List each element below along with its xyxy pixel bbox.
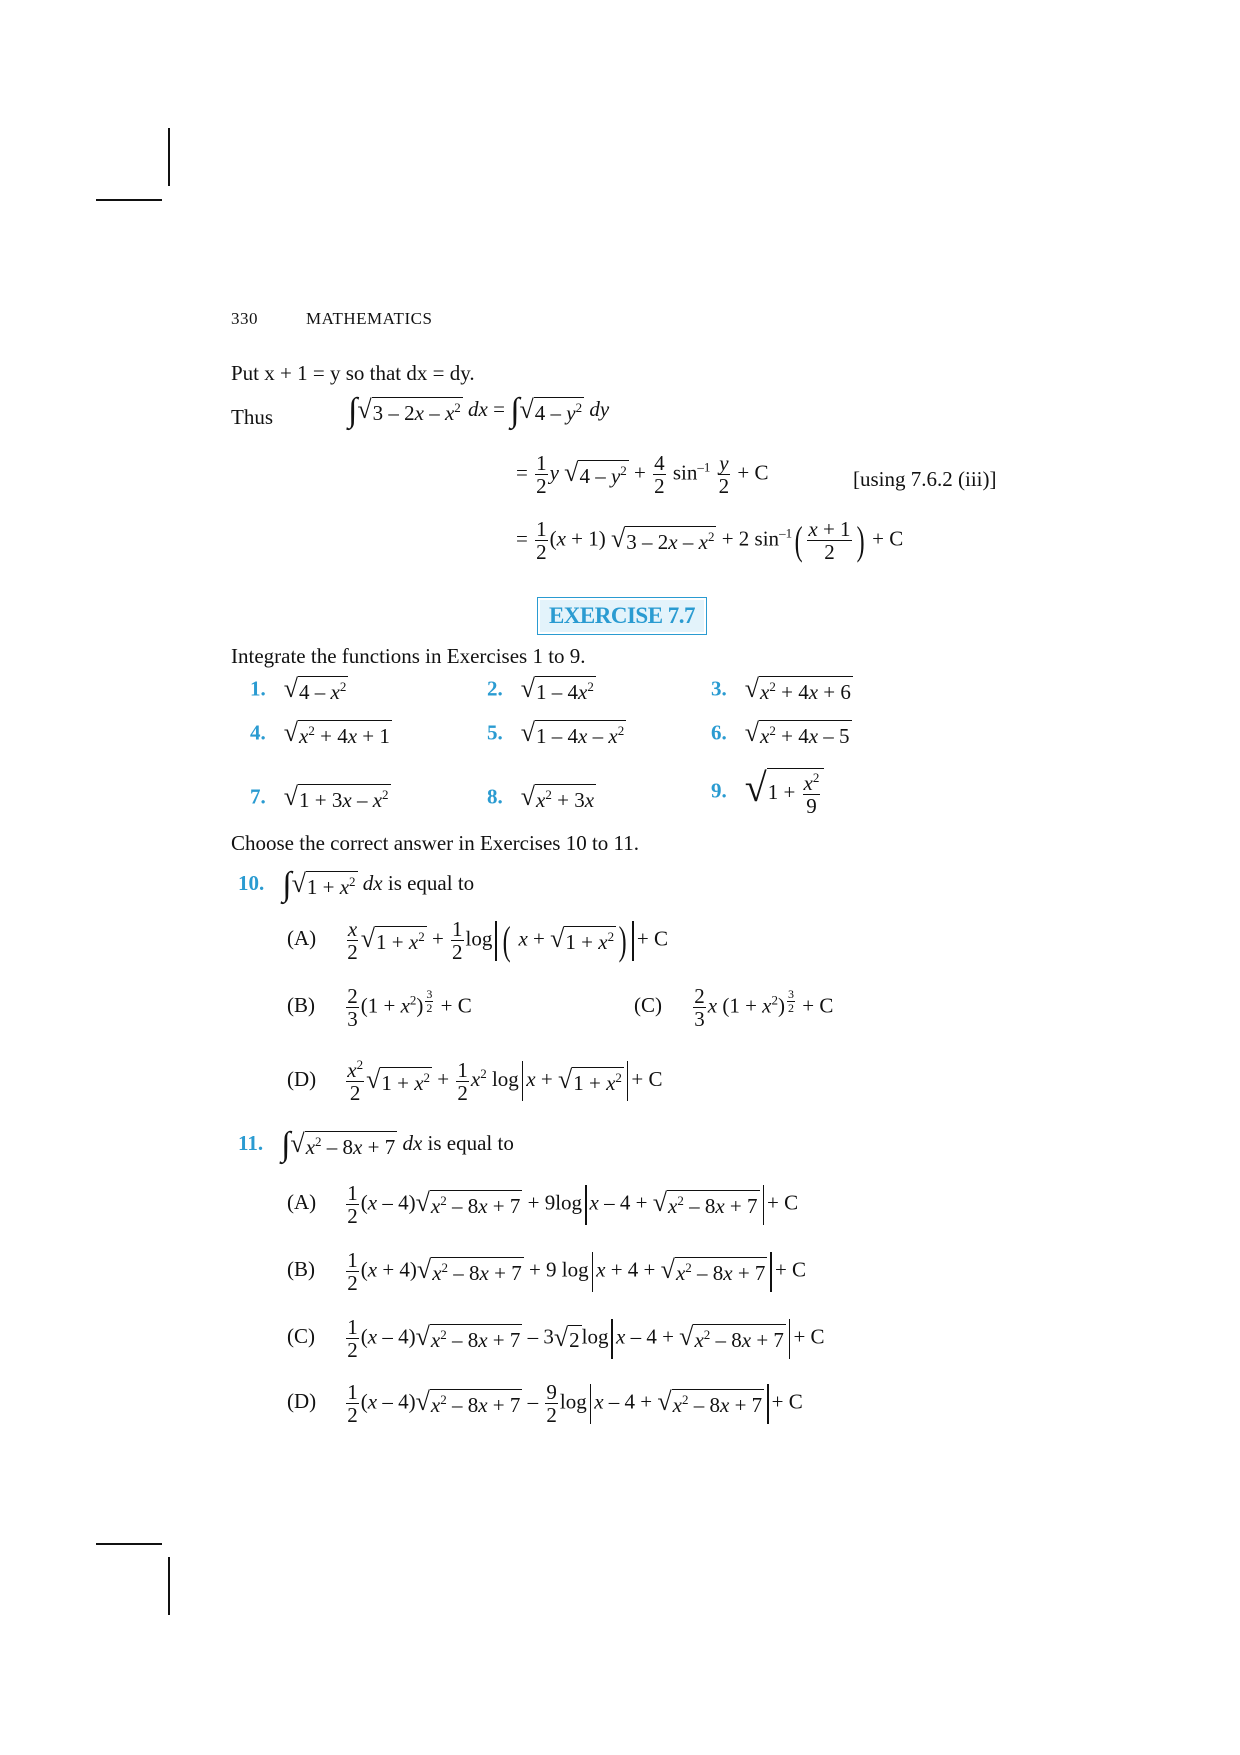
question-11: 11. ∫ √ $x^2 - 8x + 7$ dx is equal to [238,1126,514,1163]
q10-option-d: (D) $\frac{x^2}{2}$ √ $1 + x^2$ + $\frac{1}{2}$ $x^2$ log x + √ $1 + x^2$ + C [287,1057,663,1106]
worked-intro: Put x + 1 = y so that dx = dy. [231,361,475,385]
q10-option-a: (A) $\frac{x}{2}$ √ $1 + x^2$ + $\frac{1}{2}$ log ( x + √ $1 + x^2$ ) + C [287,917,669,965]
page-number: 330 [231,309,258,328]
crop-mark-bottom-vertical [168,1557,170,1615]
thus-label: Thus [231,405,273,429]
problem-6: 6. √ $x^2 + 4x - 5$ [711,718,850,748]
q11-option-a: (A) $\frac{1}{2}$ (x – 4) √ $x^2 - 8x + 7$ + 9log x – 4 + √ $x^2 - 8x + 7$ + C [287,1181,799,1229]
worked-line-2: = $\frac{1}{2}$ y √ $4 - y^2$ + $\frac{4}{2}$ $\sin^{-1}$ $\frac{y}{2}$ + C [516,451,769,499]
worked-line-3: = $\frac{1}{2}$ (x + 1) √ $3 - 2x - x^2$ + 2 $\sin^{-1}$( $\frac{x + 1}{2}$ ) + C [516,517,904,565]
worked-reference: [using 7.6.2 (iii)] [853,467,997,491]
problem-2: 2. √ $1 - 4x^2$ [487,674,594,704]
problem-1: 1. √ $4 - x^2$ [250,674,347,704]
worked-line-1: ∫ √ $3 - 2x - x^2$ dx = ∫ √ $4 - y^2$ dy [348,392,610,429]
instruction-integrate: Integrate the functions in Exercises 1 to 9. [231,644,586,668]
crop-mark-bottom-horizontal [96,1543,162,1545]
q11-option-b: (B) $\frac{1}{2}$ (x + 4) √ $x^2 - 8x + 7$ + 9 log x + 4 + √ $x^2 - 8x + 7$ + C [287,1248,807,1296]
q11-option-c: (C) $\frac{1}{2}$ (x – 4) √ $x^2 - 8x + 7$ – 3 √ 2 log x – 4 + √ $x^2 - 8x + 7$ + C [287,1315,825,1363]
q10-option-b: (B) $\frac{2}{3}$ $(1 + x^2)$ $^{\frac{3}{2}}$ + C [287,984,472,1032]
problem-7: 7. √ $1 + 3x - x^2$ [250,782,389,812]
q11-option-d: (D) $\frac{1}{2}$ (x – 4) √ $x^2 - 8x + 7$ – $\frac{9}{2}$ log x – 4 + √ $x^2 - 8x + 7$ + C [287,1380,803,1428]
problem-4: 4. √ $x^2 + 4x + 1$ [250,718,390,748]
question-10: 10. ∫ √ $1 + x^2$ dx is equal to [238,866,475,903]
running-head: MATHEMATICS [306,309,433,328]
exercise-title: EXERCISE 7.7 [537,597,707,635]
problem-5: 5. √ $1 - 4x - x^2$ [487,718,625,748]
problem-9: 9. √ 1 + $\frac{x^2}{9}$ [711,768,824,817]
problem-3: 3. √ $x^2 + 4x + 6$ [711,674,851,704]
q10-option-c: (C) $\frac{2}{3}$ x $(1 + x^2)$ $^{\frac{3}{2}}$ + C [634,984,834,1032]
crop-mark-top-horizontal [96,199,162,201]
problem-8: 8. √ $x^2 + 3x$ [487,782,595,812]
crop-mark-top-vertical [168,128,170,186]
instruction-choose: Choose the correct answer in Exercises 10 to 11. [231,831,640,855]
